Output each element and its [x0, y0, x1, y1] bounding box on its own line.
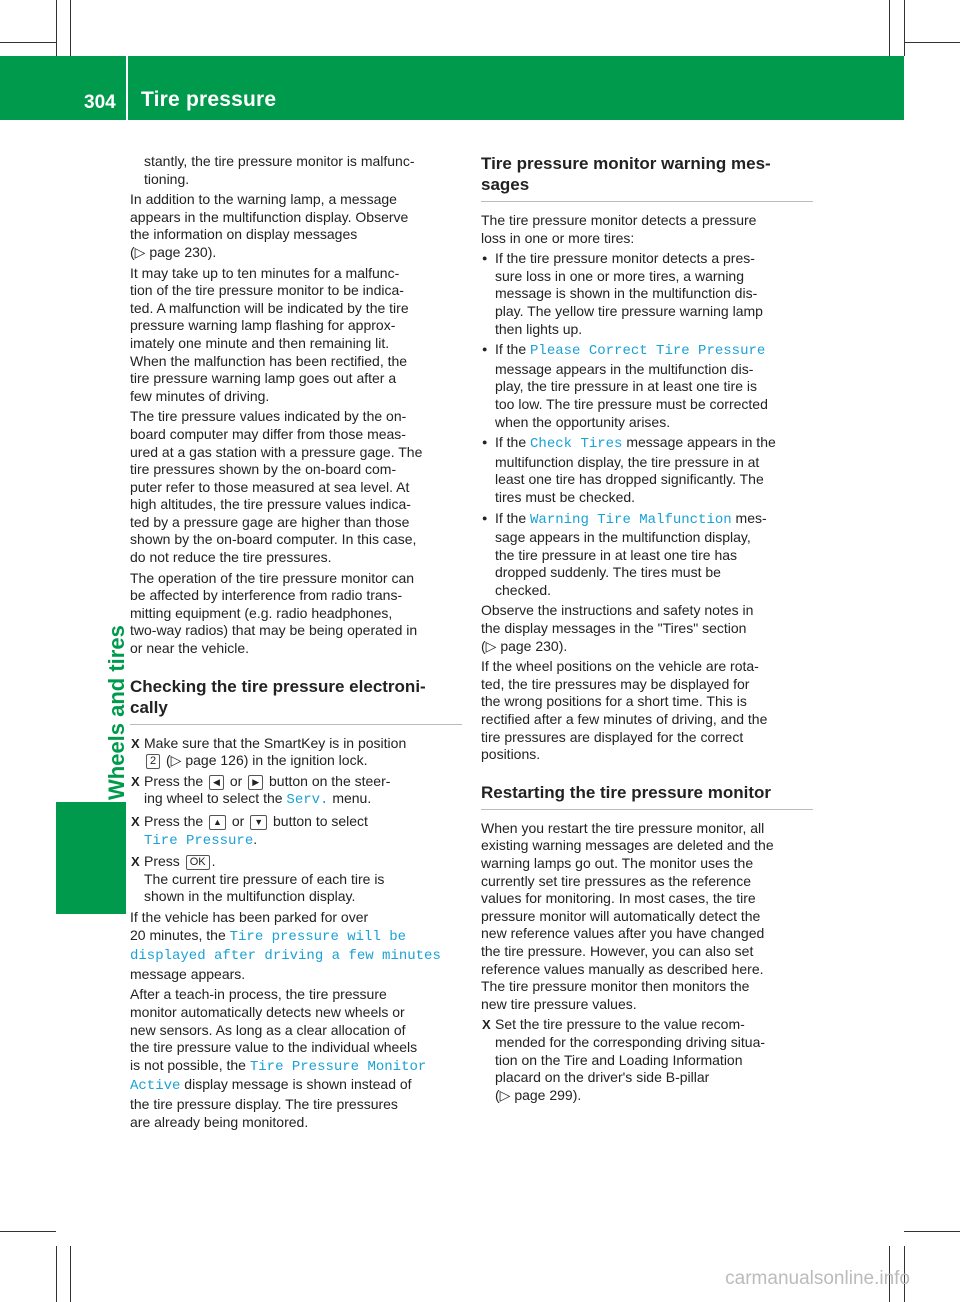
paragraph: The operation of the tire pressure monitor can be affected by interference from radio trans- mitting equipment (e.g. radio headphones, two-way radios) that may be being operated in or near the vehicle.: [130, 569, 418, 657]
chapter-label: Wheels and tires: [104, 625, 129, 800]
paragraph: If the vehicle has been parked for over 20 minutes, the Tire pressure will be displayed after driving a few minutes message appears.: [130, 908, 441, 982]
paragraph: stantly, the tire pressure monitor is malfunc- tioning.: [144, 153, 415, 187]
left-column: [130, 153, 462, 1134]
bullet-item: ● If the tire pressure monitor detects a pres- sure loss in one or more tires, a warning message is shown in the multifunction dis- play. The yellow tire pressure warning lamp then lights up.: [481, 250, 813, 338]
paragraph: After a teach-in process, the tire pressure monitor automatically detects new wheels or new sensors. As long as a clear allocation of the tire pressure value to the individual wheels is not possible, the Tire Pressure Monitor Active display message is shown instead of the tire pressure display. The tire pressures are already being monitored.: [130, 986, 427, 1130]
step-item: X Make sure that the SmartKey is in position 2 (▷ page 126) in the ignition lock.: [130, 735, 462, 770]
paragraph: When you restart the tire pressure monitor, all existing warning messages are deleted and the warning lamps go out. The monitor uses the currently set tire pressures as the reference values for monitoring. In most cases, the tire pressure monitor will automatically detect the new reference values after you have changed the tire pressure. However, you can also set reference values manually as described here. The tire pressure monitor then monitors the new tire pressure values.: [481, 819, 774, 1012]
paragraph: Observe the instructions and safety notes in the display messages in the "Tires" section (▷ page 230).: [481, 602, 754, 654]
crop-mark: [70, 1246, 71, 1302]
down-arrow-key-icon: ▼: [250, 815, 267, 830]
section-title: Tire pressure: [141, 88, 277, 111]
display-message: Please Correct Tire Pressure: [530, 343, 766, 360]
crop-mark: [56, 0, 57, 56]
chapter-tab: [56, 802, 126, 914]
display-message: Warning Tire Malfunction: [530, 511, 732, 528]
display-message: displayed after driving a few minutes: [130, 948, 441, 965]
bullet-item: ● If the Check Tires message appears in the multifunction display, the tire pressure in at least one tire has dropped significantly. The tires must be checked.: [481, 434, 813, 506]
bullet-item: ● If the Warning Tire Malfunction mes- sage appears in the multifunction display, the tire pressure in at least one tire has dropped suddenly. The tires must be checked.: [481, 510, 813, 600]
section-heading: Restarting the tire pressure monitor: [481, 782, 813, 810]
up-arrow-key-icon: ▲: [209, 815, 226, 830]
paragraph: In addition to the warning lamp, a message appears in the multifunction display. Observe the information on display messages (▷ page 230).: [130, 191, 409, 260]
right-arrow-key-icon: ▶: [248, 775, 263, 790]
display-message: Tire pressure will be: [229, 928, 407, 945]
display-message: Active: [130, 1078, 181, 1095]
menu-name-tire-pressure: Tire Pressure: [144, 832, 254, 849]
section-heading: Tire pressure monitor warning mes- sages: [481, 153, 813, 202]
paragraph: It may take up to ten minutes for a malfunc- tion of the tire pressure monitor to be indica- ted. A malfunction will be indicated by the tire pressure warning lamp flashing for approx- imately one minute and then remaining lit. When the malfunction has been rectified, the tire pressure warning lamp goes out after a few minutes of driving.: [130, 264, 409, 404]
header-divider: [126, 56, 128, 120]
crop-mark: [70, 0, 71, 56]
crop-mark: [904, 1231, 960, 1232]
paragraph: The tire pressure values indicated by the on- board computer may differ from those meas- ured at a gas station with a pressure gage. The tire pressures shown by the on-board com- puter refer to those measured at sea level. At high altitudes, the tire pressure values indica- ted by a pressure gage are higher than those shown by the on-board computer. In this case, do not reduce the tire pressures.: [130, 408, 423, 566]
ok-key-icon: OK: [186, 855, 210, 870]
header-bar: [0, 56, 904, 120]
crop-mark: [0, 42, 56, 43]
page-number: 304: [84, 92, 116, 113]
section-heading: Checking the tire pressure electroni- cally: [130, 676, 462, 725]
bullet-item: ● If the Please Correct Tire Pressure message appears in the multifunction dis- play, the tire pressure in at least one tire is too low. The tire pressure must be corrected when the opportunity arises.: [481, 341, 813, 431]
paragraph: If the wheel positions on the vehicle are rota- ted, the tire pressures may be displayed for the wrong positions for a short time. This is rectified after a few minutes of driving, and the tire pressures are displayed for the correct positions.: [481, 658, 768, 763]
right-column: [481, 153, 813, 1107]
watermark: carmanualsonline.info: [725, 1268, 910, 1289]
key-position-badge: 2: [146, 754, 160, 769]
crop-mark: [889, 0, 890, 56]
crop-mark: [904, 42, 960, 43]
crop-mark: [904, 0, 905, 56]
menu-name-serv: Serv.: [286, 792, 329, 809]
display-message: Tire Pressure Monitor: [249, 1058, 427, 1075]
crop-mark: [0, 1231, 56, 1232]
crop-mark: [56, 1246, 57, 1302]
step-item: X Press the ◀ or ▶ button on the steer- ing wheel to select the Serv. menu.: [130, 773, 462, 810]
left-arrow-key-icon: ◀: [209, 775, 224, 790]
step-item: X Press the ▲ or ▼ button to select Tire Pressure.: [130, 813, 462, 850]
page-reference-link[interactable]: (▷ page 230).: [130, 243, 217, 260]
step-item: X Set the tire pressure to the value recom- mended for the corresponding driving situa- tion on the Tire and Loading Information placard on the driver's side B-pillar (▷ page 299).: [481, 1016, 813, 1104]
paragraph: The tire pressure monitor detects a pressure loss in one or more tires:: [481, 212, 757, 246]
display-message: Check Tires: [530, 436, 623, 453]
step-item: X Press OK . The current tire pressure of each tire is shown in the multifunction display.: [130, 853, 462, 906]
